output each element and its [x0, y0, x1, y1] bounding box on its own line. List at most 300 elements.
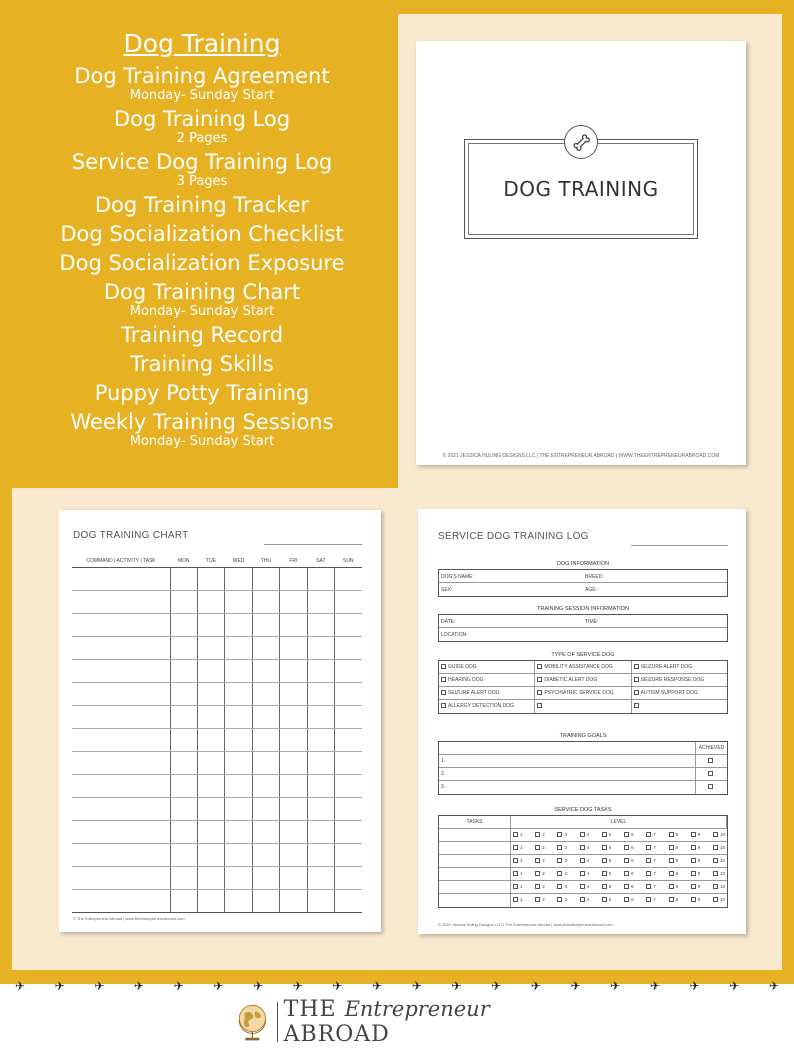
chart-cell[interactable]: [225, 567, 252, 590]
chart-cell[interactable]: [170, 866, 197, 889]
chart-cell[interactable]: [197, 659, 224, 682]
chart-cell[interactable]: [197, 613, 224, 636]
chart-cell[interactable]: [307, 636, 334, 659]
brand-script: Entrepreneur: [344, 997, 490, 1021]
checkbox[interactable]: [691, 845, 696, 850]
level-option: [580, 832, 590, 838]
type-cell: [632, 674, 727, 686]
chart-cell[interactable]: [280, 889, 307, 912]
type-row: [439, 687, 727, 700]
checkbox[interactable]: [646, 845, 651, 850]
checkbox[interactable]: [513, 897, 518, 902]
checkbox[interactable]: [624, 845, 629, 850]
airplane-icon: ✈: [451, 979, 462, 993]
checkbox[interactable]: [513, 832, 518, 837]
airplane-icon: ✈: [610, 979, 621, 993]
level-number: 2: [542, 858, 545, 863]
list-item-sub: Monday- Sunday Start: [129, 88, 275, 103]
chart-cell[interactable]: [225, 751, 252, 774]
checkbox[interactable]: [513, 858, 518, 863]
checkbox[interactable]: [708, 784, 713, 789]
dog-info-box: [438, 569, 728, 597]
chart-cell[interactable]: [170, 889, 197, 912]
chart-cell[interactable]: [72, 659, 170, 682]
chart-cell[interactable]: [197, 590, 224, 613]
checkbox[interactable]: [580, 858, 585, 863]
chart-cell[interactable]: [307, 843, 334, 866]
chart-cell[interactable]: [335, 682, 362, 705]
chart-cell[interactable]: [197, 820, 224, 843]
checkbox[interactable]: [441, 677, 446, 682]
task-name-cell[interactable]: [439, 868, 511, 880]
chart-cell[interactable]: [225, 820, 252, 843]
session-heading: TRAINING SESSION INFORMATION: [537, 606, 629, 612]
level-option: [580, 845, 590, 851]
chart-cell[interactable]: [307, 751, 334, 774]
checkbox[interactable]: [646, 897, 651, 902]
task-name-cell[interactable]: [439, 829, 511, 841]
level-header: LEVEL: [511, 816, 727, 828]
chart-cell[interactable]: [170, 774, 197, 797]
chart-cell[interactable]: [280, 659, 307, 682]
level-number: 8: [675, 897, 679, 902]
checkbox[interactable]: [669, 884, 674, 889]
chart-cell[interactable]: [72, 797, 170, 820]
brand-suffix: ABROAD: [283, 1022, 390, 1047]
cover-title: DOG TRAINING: [503, 177, 659, 201]
checkbox[interactable]: [624, 858, 629, 863]
checkbox[interactable]: [557, 897, 562, 902]
type-row: [439, 661, 727, 674]
cover-footer: © 2021 JESSICA HULING DESIGNS LLC | THE ENTREPRENEUR ABROAD | WWW.THEENTREPRENEURABROAD.COM: [442, 453, 720, 459]
chart-column-header: SUN: [335, 555, 362, 567]
checkbox[interactable]: [713, 832, 718, 837]
checkbox[interactable]: [513, 884, 518, 889]
chart-cell[interactable]: [252, 682, 279, 705]
level-checkboxes: [511, 829, 727, 841]
chart-cell[interactable]: [225, 866, 252, 889]
chart-cell[interactable]: [280, 636, 307, 659]
checkbox[interactable]: [580, 884, 585, 889]
checkbox[interactable]: [669, 871, 674, 876]
level-number: 4: [586, 832, 590, 837]
chart-cell[interactable]: [280, 843, 307, 866]
checkbox[interactable]: [669, 832, 674, 837]
checkbox[interactable]: [537, 664, 542, 669]
chart-cell[interactable]: [280, 567, 307, 590]
chart-cell[interactable]: [170, 728, 197, 751]
globe-icon: [234, 998, 271, 1046]
level-option: [535, 897, 545, 904]
chart-cell[interactable]: [252, 774, 279, 797]
level-option: [602, 832, 612, 838]
chart-cell[interactable]: [170, 843, 197, 866]
list-item-title: Dog Training Log: [113, 107, 291, 131]
level-number: 6: [631, 858, 634, 863]
checkbox[interactable]: [624, 884, 629, 889]
checkbox[interactable]: [535, 871, 540, 876]
chart-cell[interactable]: [307, 889, 334, 912]
level-number: 3: [564, 858, 567, 863]
chart-cell[interactable]: [335, 613, 362, 636]
chart-cell[interactable]: [252, 728, 279, 751]
chart-cell[interactable]: [72, 889, 170, 912]
chart-cell[interactable]: [280, 590, 307, 613]
level-number: 10: [719, 897, 725, 902]
checkbox[interactable]: [634, 664, 639, 669]
checkbox[interactable]: [646, 858, 651, 863]
chart-cell[interactable]: [280, 728, 307, 751]
checkbox[interactable]: [535, 884, 540, 889]
checkbox[interactable]: [580, 871, 585, 876]
level-number: 7: [653, 871, 656, 876]
level-number: 5: [608, 845, 612, 850]
goal-row: [439, 781, 727, 794]
chart-cell[interactable]: [72, 636, 170, 659]
level-option: [713, 897, 725, 904]
chart-cell[interactable]: [170, 567, 197, 590]
chart-cell[interactable]: [225, 659, 252, 682]
level-option: [602, 845, 612, 851]
level-number: 7: [653, 897, 656, 902]
level-option: [580, 858, 590, 864]
level-number: 3: [564, 845, 567, 850]
task-name-cell[interactable]: [439, 842, 511, 854]
checkbox[interactable]: [634, 677, 639, 682]
type-cell: [439, 661, 535, 673]
type-cell: [535, 687, 631, 699]
chart-cell[interactable]: [307, 866, 334, 889]
level-number: 4: [586, 845, 590, 850]
chart-cell[interactable]: [225, 774, 252, 797]
checkbox[interactable]: [713, 845, 718, 850]
checkbox[interactable]: [513, 845, 518, 850]
chart-cell[interactable]: [225, 636, 252, 659]
chart-cell[interactable]: [280, 613, 307, 636]
level-option: [624, 871, 634, 877]
airplane-icon: ✈: [570, 979, 581, 993]
chart-cell[interactable]: [252, 613, 279, 636]
level-option: [580, 884, 590, 890]
chart-cell[interactable]: [197, 797, 224, 820]
chart-cell[interactable]: [307, 682, 334, 705]
airplane-icon: ✈: [213, 979, 224, 993]
chart-cell[interactable]: [252, 751, 279, 774]
chart-cell[interactable]: [197, 751, 224, 774]
airplane-icon: ✈: [14, 979, 25, 993]
checkbox[interactable]: [624, 897, 629, 902]
chart-cell[interactable]: [72, 613, 170, 636]
chart-cell[interactable]: [170, 636, 197, 659]
airplane-icon: ✈: [292, 979, 303, 993]
task-name-cell[interactable]: [439, 894, 511, 907]
location-label: LOCATION:: [441, 632, 468, 638]
chart-cell[interactable]: [197, 705, 224, 728]
chart-cell[interactable]: [225, 613, 252, 636]
chart-cell[interactable]: [280, 774, 307, 797]
chart-cell[interactable]: [335, 636, 362, 659]
chart-cell[interactable]: [72, 705, 170, 728]
checkbox[interactable]: [535, 897, 540, 902]
checkbox[interactable]: [441, 703, 446, 708]
checkbox[interactable]: [713, 884, 718, 889]
checkbox[interactable]: [557, 845, 562, 850]
chart-cell[interactable]: [72, 774, 170, 797]
level-option: [602, 897, 612, 904]
level-number: 9: [697, 897, 701, 902]
chart-cell[interactable]: [197, 567, 224, 590]
checkbox[interactable]: [602, 845, 607, 850]
chart-cell[interactable]: [252, 705, 279, 728]
checkbox[interactable]: [535, 858, 540, 863]
checkbox[interactable]: [713, 897, 718, 902]
chart-cell[interactable]: [335, 751, 362, 774]
chart-cell[interactable]: [72, 751, 170, 774]
chart-footer: © The Entrepreneur Abroad | www.theentrepreneurabroad.com: [73, 916, 185, 921]
chart-cell[interactable]: [170, 613, 197, 636]
chart-cell[interactable]: [72, 866, 170, 889]
chart-cell[interactable]: [197, 728, 224, 751]
chart-cell[interactable]: [335, 728, 362, 751]
checkbox[interactable]: [537, 703, 542, 708]
chart-cell[interactable]: [225, 889, 252, 912]
level-option: [624, 858, 634, 864]
level-option: [646, 871, 656, 877]
chart-cell[interactable]: [307, 820, 334, 843]
airplane-icon: ✈: [768, 979, 779, 993]
type-cell: [632, 661, 727, 673]
checkbox[interactable]: [669, 845, 674, 850]
checkbox[interactable]: [708, 771, 713, 776]
chart-column-header: WED: [225, 555, 252, 567]
chart-cell[interactable]: [307, 728, 334, 751]
checkbox[interactable]: [537, 677, 542, 682]
chart-cell[interactable]: [280, 705, 307, 728]
checkbox[interactable]: [691, 832, 696, 837]
chart-cell[interactable]: [72, 728, 170, 751]
level-number: 9: [697, 871, 701, 876]
level-option: [624, 897, 634, 904]
chart-cell[interactable]: [197, 774, 224, 797]
level-number: 8: [675, 832, 679, 837]
chart-cell[interactable]: [335, 567, 362, 590]
chart-cell[interactable]: [225, 843, 252, 866]
chart-cell[interactable]: [335, 659, 362, 682]
type-label: SEIZURE ALERT DOG: [640, 664, 693, 670]
level-number: 10: [719, 832, 725, 837]
checkbox[interactable]: [602, 871, 607, 876]
table-row: [72, 567, 362, 590]
level-number: 7: [653, 884, 656, 889]
chart-cell[interactable]: [170, 590, 197, 613]
chart-cell[interactable]: [72, 843, 170, 866]
checkbox[interactable]: [624, 832, 629, 837]
chart-cell[interactable]: [280, 820, 307, 843]
checkbox[interactable]: [669, 897, 674, 902]
chart-cell[interactable]: [335, 705, 362, 728]
chart-cell[interactable]: [335, 866, 362, 889]
chart-cell[interactable]: [225, 797, 252, 820]
table-row: [72, 843, 362, 866]
goal-label: 2.: [439, 768, 696, 780]
task-name-cell[interactable]: [439, 881, 511, 893]
checkbox[interactable]: [441, 664, 446, 669]
chart-cell[interactable]: [72, 820, 170, 843]
chart-cell[interactable]: [197, 682, 224, 705]
level-option: [646, 858, 656, 864]
checkbox[interactable]: [646, 871, 651, 876]
chart-cell[interactable]: [280, 751, 307, 774]
checkbox[interactable]: [602, 884, 607, 889]
checkbox[interactable]: [580, 845, 585, 850]
chart-cell[interactable]: [225, 682, 252, 705]
table-row: [72, 728, 362, 751]
level-option: [535, 832, 545, 838]
level-option: [602, 858, 612, 864]
chart-cell[interactable]: [197, 889, 224, 912]
chart-table: [72, 555, 362, 913]
airplane-icon: ✈: [729, 979, 740, 993]
chart-cell[interactable]: [280, 682, 307, 705]
checkbox[interactable]: [602, 858, 607, 863]
table-row: [72, 751, 362, 774]
checkbox[interactable]: [535, 832, 540, 837]
chart-cell[interactable]: [335, 889, 362, 912]
checkbox[interactable]: [557, 884, 562, 889]
level-number: 5: [608, 871, 612, 876]
chart-cell[interactable]: [335, 820, 362, 843]
chart-cell[interactable]: [307, 774, 334, 797]
level-option: [513, 858, 523, 864]
level-option: [669, 858, 679, 864]
chart-cell[interactable]: [252, 820, 279, 843]
chart-cell[interactable]: [170, 682, 197, 705]
checkbox[interactable]: [535, 845, 540, 850]
dog-info-heading: DOG INFORMATION: [556, 561, 610, 567]
chart-cell[interactable]: [307, 659, 334, 682]
level-number: 9: [697, 832, 701, 837]
chart-cell[interactable]: [252, 567, 279, 590]
chart-cell[interactable]: [72, 682, 170, 705]
list-item-title: Dog Training Tracker: [94, 193, 310, 217]
chart-cell[interactable]: [197, 843, 224, 866]
checkbox[interactable]: [708, 758, 713, 763]
checkbox[interactable]: [691, 871, 696, 876]
checkbox[interactable]: [513, 871, 518, 876]
task-name-cell[interactable]: [439, 855, 511, 867]
checkbox[interactable]: [713, 858, 718, 863]
chart-cell[interactable]: [72, 590, 170, 613]
tasks-header-row: [439, 816, 727, 829]
checkbox[interactable]: [537, 690, 542, 695]
sex-label: SEX:: [441, 587, 453, 593]
checkbox[interactable]: [691, 884, 696, 889]
chart-cell[interactable]: [170, 820, 197, 843]
checkbox[interactable]: [557, 871, 562, 876]
chart-cell[interactable]: [335, 774, 362, 797]
chart-cell[interactable]: [225, 590, 252, 613]
chart-cell[interactable]: [252, 636, 279, 659]
chart-cell[interactable]: [197, 866, 224, 889]
chart-cell[interactable]: [170, 705, 197, 728]
checkbox[interactable]: [713, 871, 718, 876]
level-number: 2: [542, 832, 545, 837]
airplane-icon: ✈: [173, 979, 184, 993]
tasks-heading: SERVICE DOG TASKS: [554, 807, 612, 813]
chart-cell[interactable]: [252, 797, 279, 820]
chart-cell[interactable]: [307, 590, 334, 613]
chart-cell[interactable]: [225, 705, 252, 728]
chart-cell[interactable]: [170, 751, 197, 774]
checkbox[interactable]: [580, 897, 585, 902]
table-row: [72, 636, 362, 659]
chart-cell[interactable]: [280, 797, 307, 820]
chart-cell[interactable]: [307, 797, 334, 820]
chart-cell[interactable]: [307, 613, 334, 636]
airplane-icon: ✈: [252, 979, 263, 993]
checkbox[interactable]: [691, 858, 696, 863]
level-option: [669, 832, 679, 838]
checkbox[interactable]: [557, 858, 562, 863]
chart-cell[interactable]: [72, 567, 170, 590]
list-item-title: Dog Socialization Exposure: [59, 251, 345, 275]
chart-cell[interactable]: [170, 797, 197, 820]
type-row: [439, 700, 727, 713]
level-option: [580, 897, 590, 904]
level-number: 5: [608, 832, 612, 837]
checkbox[interactable]: [646, 832, 651, 837]
checkbox[interactable]: [557, 832, 562, 837]
checkbox[interactable]: [646, 884, 651, 889]
type-label: HEARING DOG: [448, 677, 484, 683]
chart-cell[interactable]: [252, 843, 279, 866]
list-item-title: Training Skills: [130, 352, 274, 376]
goals-heading: TRAINING GOALS: [559, 733, 607, 739]
chart-cell[interactable]: [335, 843, 362, 866]
chart-cell[interactable]: [252, 889, 279, 912]
chart-cell[interactable]: [197, 636, 224, 659]
level-option: [602, 884, 612, 890]
checkbox[interactable]: [634, 703, 639, 708]
chart-cell[interactable]: [252, 659, 279, 682]
checkbox[interactable]: [441, 690, 446, 695]
level-option: [535, 871, 545, 877]
checkbox[interactable]: [691, 897, 696, 902]
chart-cell[interactable]: [170, 659, 197, 682]
level-number: 8: [675, 884, 679, 889]
checkbox[interactable]: [624, 871, 629, 876]
checkbox[interactable]: [669, 858, 674, 863]
chart-cell[interactable]: [335, 797, 362, 820]
chart-cell[interactable]: [225, 728, 252, 751]
chart-cell[interactable]: [307, 567, 334, 590]
level-option: [557, 884, 567, 890]
checkbox[interactable]: [602, 897, 607, 902]
service-log-page: [418, 509, 746, 934]
airplane-icon: ✈: [332, 979, 343, 993]
level-number: 10: [719, 858, 725, 863]
chart-cell[interactable]: [252, 590, 279, 613]
chart-cell[interactable]: [335, 590, 362, 613]
chart-cell[interactable]: [252, 866, 279, 889]
checkbox[interactable]: [634, 690, 639, 695]
task-row: [439, 842, 727, 855]
checkbox[interactable]: [602, 832, 607, 837]
chart-cell[interactable]: [307, 705, 334, 728]
checkbox[interactable]: [580, 832, 585, 837]
chart-cell[interactable]: [280, 866, 307, 889]
tasks-header: TASKS: [439, 816, 511, 828]
